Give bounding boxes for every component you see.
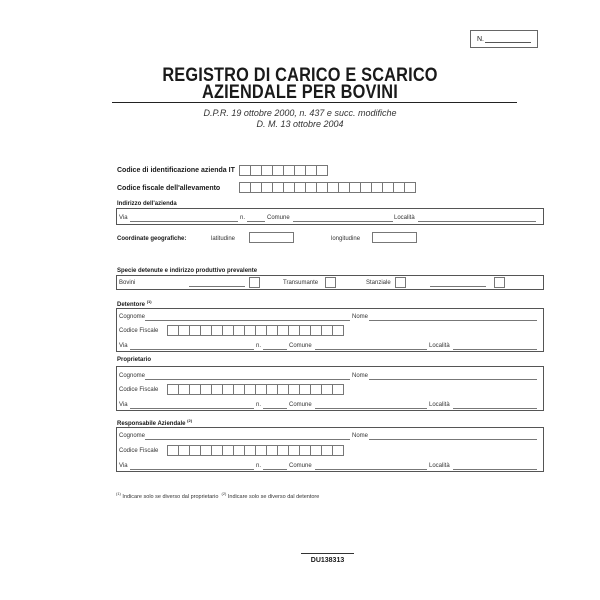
detentore-localita-label: Località: [429, 343, 450, 349]
detentore-codice-fiscale-label: Codice Fiscale: [119, 328, 159, 334]
proprietario-nome-label: Nome: [352, 373, 369, 379]
stanziale-label: Stanziale: [366, 280, 391, 286]
responsabile-localita-label: Località: [429, 463, 450, 469]
number-label: N.: [477, 35, 484, 43]
detentore-nome-label: Nome: [352, 314, 369, 320]
responsabile-cognome-label: Cognome: [119, 433, 146, 439]
specie-extra-checkbox[interactable]: [494, 277, 505, 288]
detentore-comune-label: Comune: [289, 343, 312, 349]
detentore-via-field[interactable]: [130, 349, 254, 350]
proprietario-label: Proprietario: [117, 357, 152, 363]
responsabile-codice-fiscale-label: Codice Fiscale: [119, 448, 159, 454]
note-2-text: Indicare solo se diverso dal detentore: [227, 493, 320, 500]
indirizzo-n-field[interactable]: [247, 221, 265, 222]
indirizzo-label: Indirizzo dell'azienda: [117, 201, 177, 207]
specie-extra-field[interactable]: [430, 286, 486, 287]
bovini-checkbox[interactable]: [249, 277, 260, 288]
transumante-checkbox[interactable]: [325, 277, 336, 288]
bovini-label: Bovini: [119, 280, 136, 286]
proprietario-comune-label: Comune: [289, 402, 312, 408]
detentore-via-label: Via: [119, 343, 128, 349]
indirizzo-localita-label: Località: [394, 215, 415, 221]
indirizzo-via-label: Via: [119, 215, 128, 221]
responsabile-label: Responsabile Aziendale $^{(2)}$: [117, 418, 193, 427]
longitudine-field[interactable]: [372, 232, 417, 243]
responsabile-n-field[interactable]: [263, 469, 287, 470]
detentore-comune-field[interactable]: [315, 349, 427, 350]
responsabile-comune-field[interactable]: [315, 469, 427, 470]
stanziale-checkbox[interactable]: [395, 277, 406, 288]
codice-azienda-cells[interactable]: [239, 165, 327, 176]
codice-azienda-label: Codice di identificazione azienda IT: [117, 167, 235, 174]
detentore-cognome-label: Cognome: [119, 314, 146, 320]
proprietario-n-label: n.: [256, 402, 262, 408]
number-box[interactable]: [470, 30, 538, 48]
responsabile-via-field[interactable]: [130, 469, 254, 470]
subtitle-line-2: D. M. 13 ottobre 2004: [256, 119, 344, 129]
longitudine-label: longitudine: [331, 236, 361, 242]
specie-label: Specie detenute e indirizzo produttivo prevalente: [117, 268, 258, 274]
indirizzo-via-field[interactable]: [130, 221, 238, 222]
indirizzo-comune-field[interactable]: [293, 221, 393, 222]
indirizzo-n-label: n.: [240, 215, 246, 221]
proprietario-n-field[interactable]: [263, 408, 287, 409]
responsabile-comune-label: Comune: [289, 463, 312, 469]
proprietario-comune-field[interactable]: [315, 408, 427, 409]
note-2-ref: (2): [221, 491, 227, 496]
proprietario-cognome-field[interactable]: [145, 379, 350, 380]
transumante-label: Transumante: [283, 280, 319, 286]
coordinate-label: Coordinate geografiche:: [117, 236, 187, 242]
detentore-n-field[interactable]: [263, 349, 287, 350]
footer-code: DU138313: [310, 557, 345, 564]
indirizzo-frame: [116, 208, 544, 225]
proprietario-localita-field[interactable]: [453, 408, 537, 409]
codice-fiscale-allevamento-cells[interactable]: [239, 182, 415, 193]
bovini-field[interactable]: [189, 286, 245, 287]
responsabile-cognome-field[interactable]: [145, 439, 350, 440]
detentore-localita-field[interactable]: [453, 349, 537, 350]
detentore-label: Detentore $^{(1)}$: [117, 299, 152, 308]
title-line-1: REGISTRO DI CARICO E SCARICO: [162, 65, 438, 86]
note-1-ref: (1): [116, 491, 121, 496]
responsabile-localita-field[interactable]: [453, 469, 537, 470]
title-line-2: AZIENDALE PER BOVINI: [202, 82, 398, 103]
title-divider: [112, 102, 517, 103]
footnotes: [116, 491, 319, 500]
proprietario-via-label: Via: [119, 402, 128, 408]
detentore-codice-fiscale-cells[interactable]: [167, 325, 343, 336]
latitudine-field[interactable]: [249, 232, 294, 243]
proprietario-nome-field[interactable]: [369, 379, 537, 380]
indirizzo-comune-label: Comune: [267, 215, 290, 221]
note-1-text: Indicare solo se diverso dal proprietario: [122, 493, 219, 500]
proprietario-via-field[interactable]: [130, 408, 254, 409]
responsabile-nome-label: Nome: [352, 433, 369, 439]
footer-divider: [301, 553, 354, 554]
detentore-note-ref: (1): [146, 299, 152, 304]
proprietario-cognome-label: Cognome: [119, 373, 146, 379]
indirizzo-localita-field[interactable]: [418, 221, 536, 222]
proprietario-codice-fiscale-label: Codice Fiscale: [119, 387, 159, 393]
responsabile-n-label: n.: [256, 463, 262, 469]
detentore-cognome-field[interactable]: [145, 320, 350, 321]
responsabile-codice-fiscale-cells[interactable]: [167, 445, 343, 456]
detentore-nome-field[interactable]: [369, 320, 537, 321]
responsabile-nome-field[interactable]: [369, 439, 537, 440]
detentore-n-label: n.: [256, 343, 262, 349]
latitudine-label: latitudine: [211, 236, 236, 242]
codice-fiscale-allevamento-label: Codice fiscale dell'allevamento: [117, 185, 221, 192]
proprietario-codice-fiscale-cells[interactable]: [167, 384, 343, 395]
number-field[interactable]: [485, 35, 531, 43]
subtitle-line-1: D.P.R. 19 ottobre 2000, n. 437 e succ. modifiche: [203, 108, 397, 118]
responsabile-note-ref: (2): [187, 418, 193, 423]
proprietario-localita-label: Località: [429, 402, 450, 408]
responsabile-via-label: Via: [119, 463, 128, 469]
